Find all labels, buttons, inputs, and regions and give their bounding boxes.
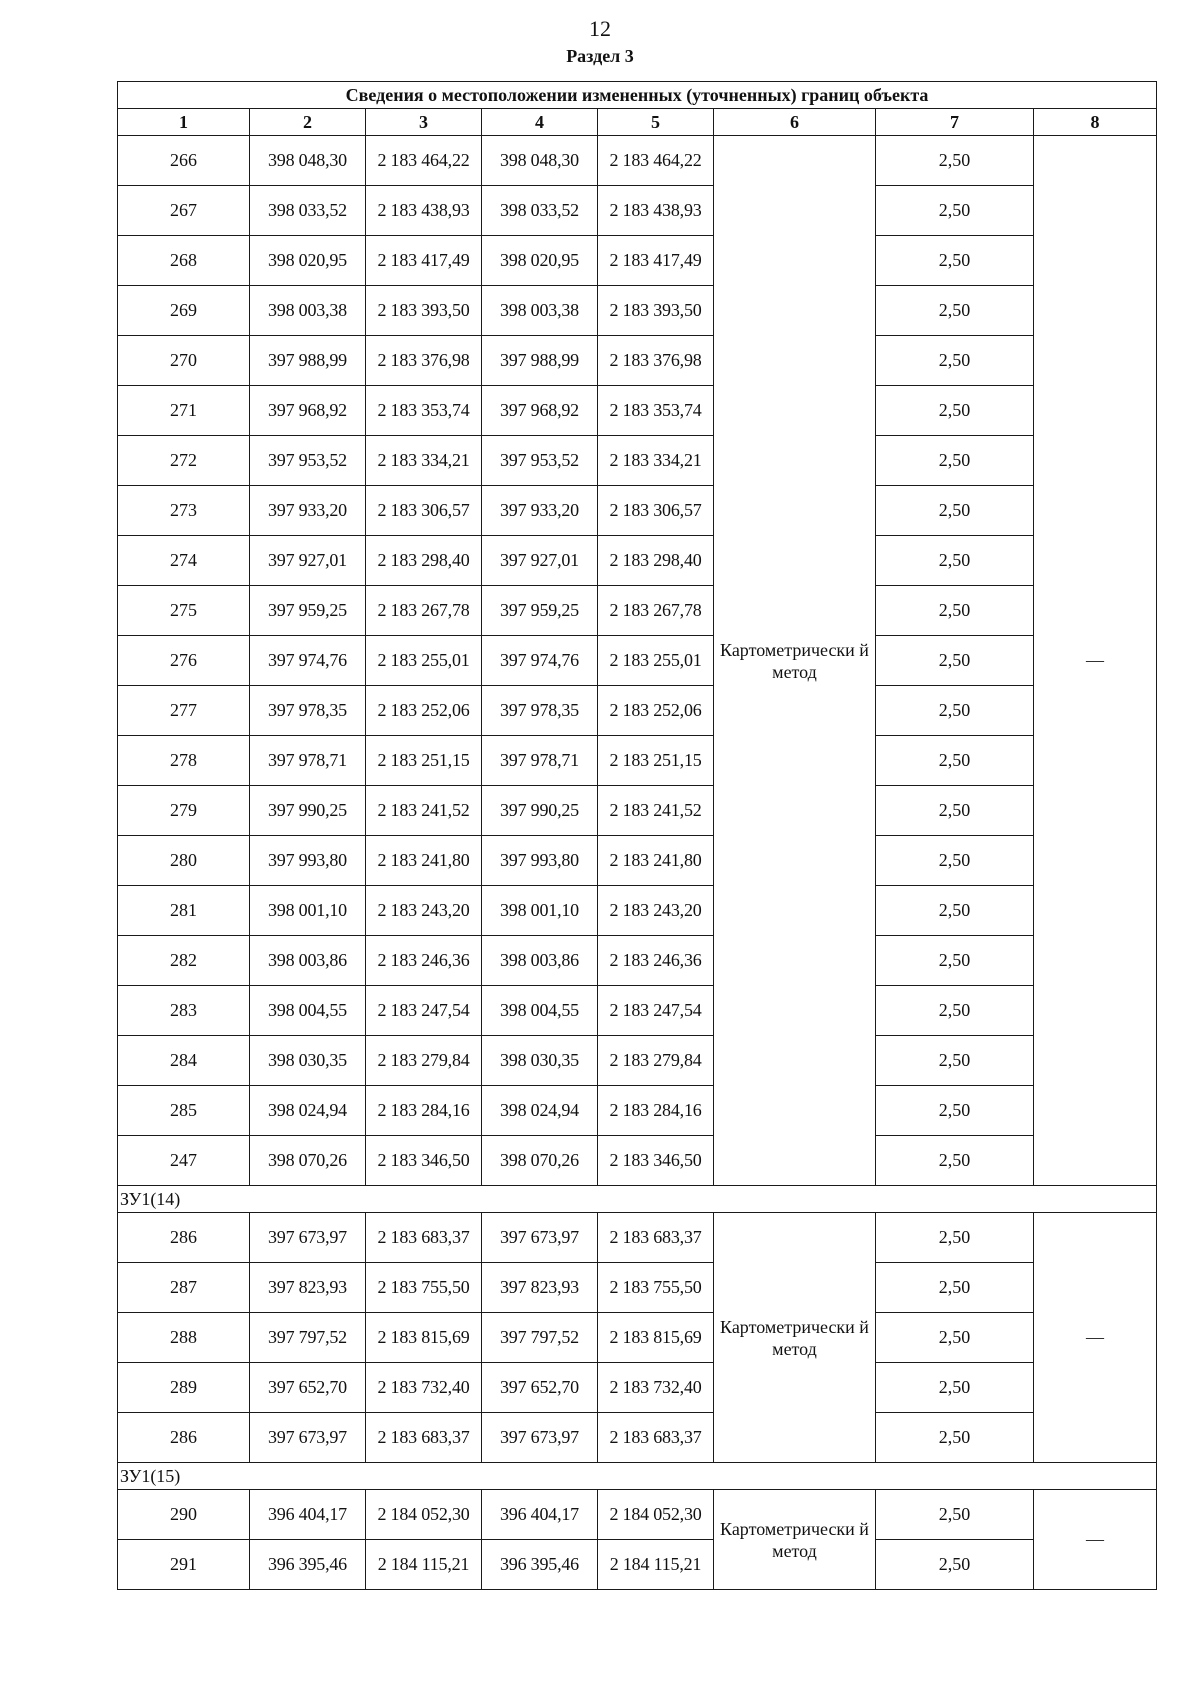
column-8-dash-cell: — <box>1034 1213 1157 1463</box>
y-refined-cell: 2 184 115,21 <box>598 1540 714 1590</box>
column-number: 6 <box>714 109 876 136</box>
y-refined-cell: 2 183 346,50 <box>598 1136 714 1186</box>
y-existing-cell: 2 183 755,50 <box>366 1263 482 1313</box>
x-existing-cell: 397 673,97 <box>250 1413 366 1463</box>
point-number-cell: 283 <box>118 986 250 1036</box>
y-existing-cell: 2 183 683,37 <box>366 1213 482 1263</box>
table-row <box>118 336 1157 386</box>
y-existing-cell: 2 183 353,74 <box>366 386 482 436</box>
point-number-cell: 290 <box>118 1490 250 1540</box>
y-refined-cell: 2 183 243,20 <box>598 886 714 936</box>
y-refined-cell: 2 183 267,78 <box>598 586 714 636</box>
x-refined-cell: 397 933,20 <box>482 486 598 536</box>
page-number: 12 <box>589 16 611 41</box>
y-refined-cell: 2 183 241,80 <box>598 836 714 886</box>
table-row <box>118 1086 1157 1136</box>
table-row <box>118 486 1157 536</box>
table-row <box>118 136 1157 186</box>
column-number: 2 <box>250 109 366 136</box>
y-existing-cell: 2 183 298,40 <box>366 536 482 586</box>
x-refined-cell: 398 030,35 <box>482 1036 598 1086</box>
x-existing-cell: 397 978,35 <box>250 686 366 736</box>
point-number-cell: 288 <box>118 1313 250 1363</box>
x-existing-cell: 397 933,20 <box>250 486 366 536</box>
x-refined-cell: 397 673,97 <box>482 1213 598 1263</box>
x-refined-cell: 397 797,52 <box>482 1313 598 1363</box>
accuracy-cell: 2,50 <box>876 186 1034 236</box>
y-existing-cell: 2 183 815,69 <box>366 1313 482 1363</box>
accuracy-cell: 2,50 <box>876 886 1034 936</box>
y-refined-cell: 2 184 052,30 <box>598 1490 714 1540</box>
point-number-cell: 279 <box>118 786 250 836</box>
x-existing-cell: 397 990,25 <box>250 786 366 836</box>
y-existing-cell: 2 183 376,98 <box>366 336 482 386</box>
accuracy-cell: 2,50 <box>876 1313 1034 1363</box>
x-refined-cell: 398 003,38 <box>482 286 598 336</box>
x-refined-cell: 397 823,93 <box>482 1263 598 1313</box>
x-refined-cell: 397 988,99 <box>482 336 598 386</box>
y-refined-cell: 2 183 755,50 <box>598 1263 714 1313</box>
table-row <box>118 386 1157 436</box>
x-refined-cell: 397 993,80 <box>482 836 598 886</box>
x-existing-cell: 397 968,92 <box>250 386 366 436</box>
table-row <box>118 436 1157 486</box>
x-refined-cell: 398 048,30 <box>482 136 598 186</box>
point-number-cell: 273 <box>118 486 250 536</box>
accuracy-cell: 2,50 <box>876 1086 1034 1136</box>
y-existing-cell: 2 183 241,52 <box>366 786 482 836</box>
accuracy-cell: 2,50 <box>876 786 1034 836</box>
parcel-group-row <box>118 1186 1157 1213</box>
table-row <box>118 1263 1157 1313</box>
y-refined-cell: 2 183 246,36 <box>598 936 714 986</box>
y-refined-cell: 2 183 353,74 <box>598 386 714 436</box>
y-refined-cell: 2 183 393,50 <box>598 286 714 336</box>
y-existing-cell: 2 183 464,22 <box>366 136 482 186</box>
x-existing-cell: 398 020,95 <box>250 236 366 286</box>
x-existing-cell: 398 030,35 <box>250 1036 366 1086</box>
y-existing-cell: 2 183 252,06 <box>366 686 482 736</box>
x-existing-cell: 397 974,76 <box>250 636 366 686</box>
table-row <box>118 186 1157 236</box>
parcel-group-row <box>118 1463 1157 1490</box>
point-number-cell: 284 <box>118 1036 250 1086</box>
y-existing-cell: 2 183 334,21 <box>366 436 482 486</box>
x-existing-cell: 398 003,38 <box>250 286 366 336</box>
x-existing-cell: 396 404,17 <box>250 1490 366 1540</box>
y-existing-cell: 2 183 284,16 <box>366 1086 482 1136</box>
x-refined-cell: 397 990,25 <box>482 786 598 836</box>
table-row <box>118 736 1157 786</box>
y-existing-cell: 2 183 279,84 <box>366 1036 482 1086</box>
point-number-cell: 278 <box>118 736 250 786</box>
point-number-cell: 247 <box>118 1136 250 1186</box>
point-number-cell: 282 <box>118 936 250 986</box>
y-refined-cell: 2 183 255,01 <box>598 636 714 686</box>
column-8-dash-cell: — <box>1034 136 1157 1186</box>
point-number-cell: 271 <box>118 386 250 436</box>
x-existing-cell: 397 652,70 <box>250 1363 366 1413</box>
table-row <box>118 836 1157 886</box>
x-refined-cell: 397 978,71 <box>482 736 598 786</box>
accuracy-cell: 2,50 <box>876 1036 1034 1086</box>
table-row <box>118 886 1157 936</box>
point-number-cell: 270 <box>118 336 250 386</box>
x-refined-cell: 396 404,17 <box>482 1490 598 1540</box>
x-existing-cell: 398 048,30 <box>250 136 366 186</box>
point-number-cell: 268 <box>118 236 250 286</box>
y-refined-cell: 2 183 284,16 <box>598 1086 714 1136</box>
accuracy-cell: 2,50 <box>876 286 1034 336</box>
point-number-cell: 267 <box>118 186 250 236</box>
accuracy-cell: 2,50 <box>876 236 1034 286</box>
x-existing-cell: 397 927,01 <box>250 536 366 586</box>
x-existing-cell: 397 978,71 <box>250 736 366 786</box>
accuracy-cell: 2,50 <box>876 936 1034 986</box>
y-refined-cell: 2 183 241,52 <box>598 786 714 836</box>
accuracy-cell: 2,50 <box>876 1136 1034 1186</box>
y-refined-cell: 2 183 683,37 <box>598 1413 714 1463</box>
x-existing-cell: 398 033,52 <box>250 186 366 236</box>
table-row <box>118 1313 1157 1363</box>
accuracy-cell: 2,50 <box>876 636 1034 686</box>
y-existing-cell: 2 183 255,01 <box>366 636 482 686</box>
column-number: 7 <box>876 109 1034 136</box>
point-number-cell: 286 <box>118 1213 250 1263</box>
point-number-cell: 280 <box>118 836 250 886</box>
point-number-cell: 287 <box>118 1263 250 1313</box>
accuracy-cell: 2,50 <box>876 1540 1034 1590</box>
table-row <box>118 536 1157 586</box>
parcel-label: ЗУ1(14) <box>118 1186 1157 1213</box>
coordinates-table <box>117 81 1157 1590</box>
y-existing-cell: 2 184 052,30 <box>366 1490 482 1540</box>
y-existing-cell: 2 183 247,54 <box>366 986 482 1036</box>
method-cell: Картометрически й метод <box>714 1490 876 1590</box>
x-refined-cell: 398 070,26 <box>482 1136 598 1186</box>
x-refined-cell: 398 003,86 <box>482 936 598 986</box>
point-number-cell: 272 <box>118 436 250 486</box>
y-refined-cell: 2 183 464,22 <box>598 136 714 186</box>
parcel-label: ЗУ1(15) <box>118 1463 1157 1490</box>
y-existing-cell: 2 183 241,80 <box>366 836 482 886</box>
point-number-cell: 291 <box>118 1540 250 1590</box>
table-row <box>118 236 1157 286</box>
accuracy-cell: 2,50 <box>876 536 1034 586</box>
accuracy-cell: 2,50 <box>876 486 1034 536</box>
column-number: 8 <box>1034 109 1157 136</box>
point-number-cell: 281 <box>118 886 250 936</box>
x-existing-cell: 398 070,26 <box>250 1136 366 1186</box>
section-title: Раздел 3 <box>566 46 634 66</box>
x-refined-cell: 397 652,70 <box>482 1363 598 1413</box>
x-refined-cell: 398 001,10 <box>482 886 598 936</box>
y-existing-cell: 2 183 346,50 <box>366 1136 482 1186</box>
y-refined-cell: 2 183 334,21 <box>598 436 714 486</box>
column-number: 5 <box>598 109 714 136</box>
column-8-dash-cell: — <box>1034 1490 1157 1590</box>
y-existing-cell: 2 183 243,20 <box>366 886 482 936</box>
y-existing-cell: 2 183 438,93 <box>366 186 482 236</box>
table-row <box>118 1213 1157 1263</box>
x-existing-cell: 397 959,25 <box>250 586 366 636</box>
column-number: 4 <box>482 109 598 136</box>
table-row <box>118 1136 1157 1186</box>
point-number-cell: 269 <box>118 286 250 336</box>
x-existing-cell: 397 823,93 <box>250 1263 366 1313</box>
table-row <box>118 1413 1157 1463</box>
y-existing-cell: 2 183 251,15 <box>366 736 482 786</box>
x-refined-cell: 397 673,97 <box>482 1413 598 1463</box>
accuracy-cell: 2,50 <box>876 1413 1034 1463</box>
x-existing-cell: 397 673,97 <box>250 1213 366 1263</box>
y-refined-cell: 2 183 683,37 <box>598 1213 714 1263</box>
method-cell: Картометрически й метод <box>714 1213 876 1463</box>
table-caption: Сведения о местоположении измененных (уточненных) границ объекта <box>118 82 1157 109</box>
column-number: 3 <box>366 109 482 136</box>
table-row <box>118 986 1157 1036</box>
x-existing-cell: 396 395,46 <box>250 1540 366 1590</box>
x-refined-cell: 397 968,92 <box>482 386 598 436</box>
y-refined-cell: 2 183 247,54 <box>598 986 714 1036</box>
point-number-cell: 266 <box>118 136 250 186</box>
y-refined-cell: 2 183 252,06 <box>598 686 714 736</box>
table-row <box>118 686 1157 736</box>
table-row <box>118 936 1157 986</box>
y-existing-cell: 2 183 417,49 <box>366 236 482 286</box>
accuracy-cell: 2,50 <box>876 136 1034 186</box>
accuracy-cell: 2,50 <box>876 1263 1034 1313</box>
y-refined-cell: 2 183 251,15 <box>598 736 714 786</box>
x-existing-cell: 397 993,80 <box>250 836 366 886</box>
table-row <box>118 586 1157 636</box>
table-row <box>118 286 1157 336</box>
y-existing-cell: 2 183 267,78 <box>366 586 482 636</box>
point-number-cell: 289 <box>118 1363 250 1413</box>
y-refined-cell: 2 183 279,84 <box>598 1036 714 1086</box>
point-number-cell: 274 <box>118 536 250 586</box>
x-existing-cell: 398 003,86 <box>250 936 366 986</box>
y-refined-cell: 2 183 376,98 <box>598 336 714 386</box>
accuracy-cell: 2,50 <box>876 336 1034 386</box>
y-refined-cell: 2 183 306,57 <box>598 486 714 536</box>
y-existing-cell: 2 184 115,21 <box>366 1540 482 1590</box>
table-row <box>118 1490 1157 1540</box>
y-existing-cell: 2 183 306,57 <box>366 486 482 536</box>
x-existing-cell: 397 797,52 <box>250 1313 366 1363</box>
point-number-cell: 285 <box>118 1086 250 1136</box>
x-refined-cell: 398 020,95 <box>482 236 598 286</box>
y-existing-cell: 2 183 732,40 <box>366 1363 482 1413</box>
y-existing-cell: 2 183 683,37 <box>366 1413 482 1463</box>
point-number-cell: 276 <box>118 636 250 686</box>
column-number: 1 <box>118 109 250 136</box>
table-row <box>118 1363 1157 1413</box>
x-refined-cell: 397 974,76 <box>482 636 598 686</box>
x-refined-cell: 397 978,35 <box>482 686 598 736</box>
method-cell: Картометрически й метод <box>714 136 876 1186</box>
accuracy-cell: 2,50 <box>876 386 1034 436</box>
y-refined-cell: 2 183 732,40 <box>598 1363 714 1413</box>
x-refined-cell: 397 927,01 <box>482 536 598 586</box>
y-existing-cell: 2 183 246,36 <box>366 936 482 986</box>
accuracy-cell: 2,50 <box>876 1363 1034 1413</box>
table-row <box>118 1540 1157 1590</box>
point-number-cell: 275 <box>118 586 250 636</box>
y-refined-cell: 2 183 417,49 <box>598 236 714 286</box>
x-existing-cell: 398 001,10 <box>250 886 366 936</box>
accuracy-cell: 2,50 <box>876 1213 1034 1263</box>
table-body <box>118 136 1157 1590</box>
accuracy-cell: 2,50 <box>876 836 1034 886</box>
x-refined-cell: 397 953,52 <box>482 436 598 486</box>
x-refined-cell: 396 395,46 <box>482 1540 598 1590</box>
accuracy-cell: 2,50 <box>876 986 1034 1036</box>
x-existing-cell: 398 004,55 <box>250 986 366 1036</box>
accuracy-cell: 2,50 <box>876 686 1034 736</box>
accuracy-cell: 2,50 <box>876 736 1034 786</box>
table-row <box>118 1036 1157 1086</box>
x-refined-cell: 397 959,25 <box>482 586 598 636</box>
x-refined-cell: 398 004,55 <box>482 986 598 1036</box>
accuracy-cell: 2,50 <box>876 436 1034 486</box>
x-existing-cell: 397 988,99 <box>250 336 366 386</box>
table-row <box>118 636 1157 686</box>
y-refined-cell: 2 183 438,93 <box>598 186 714 236</box>
x-existing-cell: 398 024,94 <box>250 1086 366 1136</box>
x-existing-cell: 397 953,52 <box>250 436 366 486</box>
accuracy-cell: 2,50 <box>876 586 1034 636</box>
y-refined-cell: 2 183 815,69 <box>598 1313 714 1363</box>
table-row <box>118 786 1157 836</box>
y-refined-cell: 2 183 298,40 <box>598 536 714 586</box>
accuracy-cell: 2,50 <box>876 1490 1034 1540</box>
y-existing-cell: 2 183 393,50 <box>366 286 482 336</box>
point-number-cell: 286 <box>118 1413 250 1463</box>
x-refined-cell: 398 024,94 <box>482 1086 598 1136</box>
point-number-cell: 277 <box>118 686 250 736</box>
x-refined-cell: 398 033,52 <box>482 186 598 236</box>
column-number-row <box>118 109 1157 136</box>
